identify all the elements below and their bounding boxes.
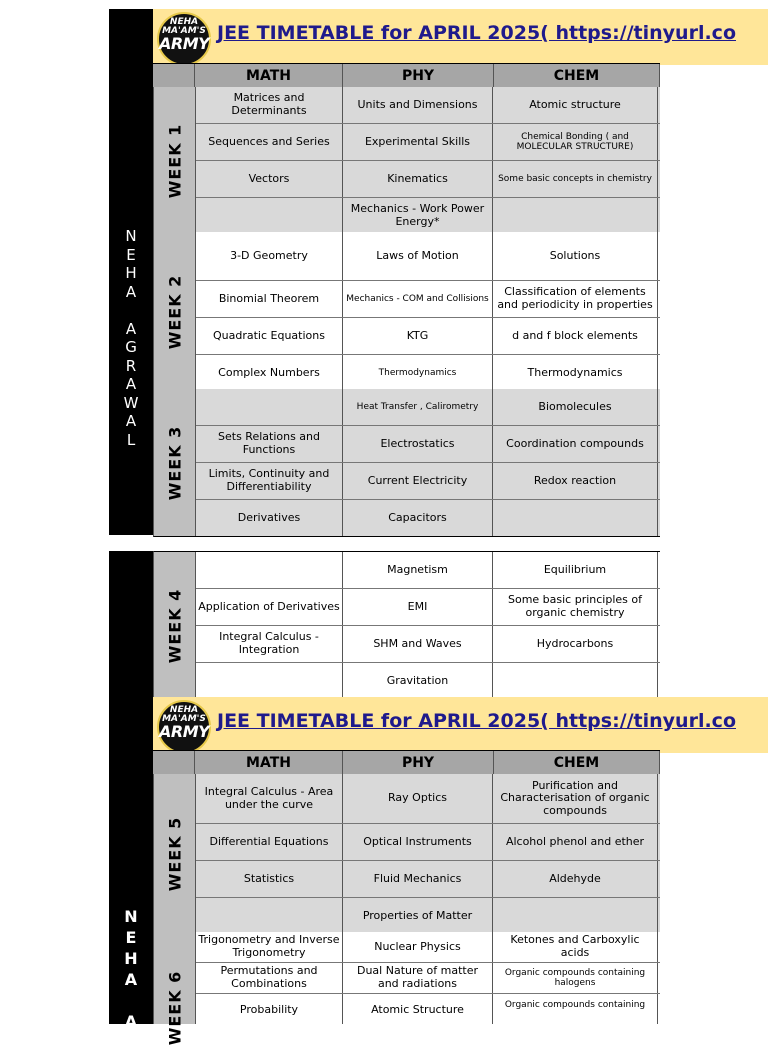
phy-topic: Capacitors [343,500,493,536]
phy-topic: Kinematics [343,161,493,197]
sidebar-top [109,9,153,535]
week-block [153,774,660,935]
phy-topic: Mechanics - Work Power Energy* [343,198,493,234]
phy-topic: Gravitation [343,663,493,699]
week-block [153,551,660,700]
phy-topic: Electrostatics [343,426,493,462]
math-topic: Sets Relations and Functions [196,426,343,462]
chem-topic [493,898,658,934]
column-header-row [153,750,660,775]
timetable-title-link[interactable]: JEE TIMETABLE for APRIL 2025( https://tinyurl.co [217,710,736,732]
table-row [196,281,660,318]
phy-topic: Fluid Mechanics [343,861,493,897]
table-row [196,161,660,198]
week-block [153,87,660,235]
phy-topic: Magnetism [343,552,493,588]
week-label: WEEK 1 [154,87,196,234]
phy-topic: Ray Optics [343,774,493,823]
army-logo: NEHA MA'AM'S ARMY [157,700,211,754]
chem-topic: Ketones and Carboxylic acids [493,932,658,962]
phy-topic: Experimental Skills [343,124,493,160]
math-topic: Differential Equations [196,824,343,860]
chem-topic: Hydrocarbons [493,626,658,662]
chem-topic: Coordination compounds [493,426,658,462]
math-topic: Matrices and Determinants [196,87,343,123]
header-chem: CHEM [494,64,660,87]
math-topic: Vectors [196,161,343,197]
chem-topic [493,198,658,234]
chem-topic: Chemical Bonding ( and MOLECULAR STRUCTURE) [493,124,658,160]
math-topic: Probability [196,994,343,1024]
table-row [196,861,660,898]
table-row [196,463,660,500]
week-label: WEEK 4 [154,552,196,699]
phy-topic: Laws of Motion [343,232,493,280]
header-spacer [153,64,195,87]
week-label: WEEK 2 [154,232,196,391]
chem-topic: Solutions [493,232,658,280]
table-row [196,932,660,963]
title-banner [153,697,768,753]
title-banner [153,9,768,65]
math-topic: Application of Derivatives [196,589,343,625]
math-topic: Quadratic Equations [196,318,343,354]
math-topic [196,389,343,425]
table-row [196,124,660,161]
chem-topic: Equilibrium [493,552,658,588]
chem-topic: Aldehyde [493,861,658,897]
phy-topic: Thermodynamics [343,355,493,391]
phy-topic: Nuclear Physics [343,932,493,962]
chem-topic [493,500,658,536]
chem-topic: Purification and Characterisation of organic compounds [493,774,658,823]
chem-topic: Thermodynamics [493,355,658,391]
week-label: WEEK 3 [154,389,196,536]
table-row [196,774,660,824]
table-row [196,232,660,281]
week-block [153,232,660,392]
phy-topic: Current Electricity [343,463,493,499]
math-topic: Binomial Theorem [196,281,343,317]
table-row [196,898,660,934]
math-topic: 3-D Geometry [196,232,343,280]
math-topic: Integral Calculus - Integration [196,626,343,662]
chem-topic: Atomic structure [493,87,658,123]
phy-topic: SHM and Waves [343,626,493,662]
phy-topic: Dual Nature of matter and radiations [343,963,493,993]
table-row [196,87,660,124]
phy-topic: EMI [343,589,493,625]
math-topic [196,552,343,588]
chem-topic: Organic compounds containing halogens [493,963,658,993]
table-row [196,626,660,663]
week-block [153,932,660,1046]
phy-topic: Properties of Matter [343,898,493,934]
chem-topic: Biomolecules [493,389,658,425]
table-row [196,389,660,426]
chem-topic: Redox reaction [493,463,658,499]
table-row [196,426,660,463]
table-row [196,318,660,355]
header-chem: CHEM [494,751,660,774]
chem-topic: Some basic principles of organic chemistry [493,589,658,625]
math-topic [196,663,343,699]
table-row [196,589,660,626]
math-topic: Complex Numbers [196,355,343,391]
math-topic: Integral Calculus - Area under the curve [196,774,343,823]
header-phy: PHY [343,64,494,87]
table-row [196,198,660,234]
table-row [196,963,660,994]
table-row [196,994,660,1024]
table-row [196,500,660,536]
chem-topic [493,663,658,699]
chem-topic: Classification of elements and periodicity in properties [493,281,658,317]
week-label: WEEK 5 [154,774,196,934]
math-topic [196,198,343,234]
phy-topic: Heat Transfer , Calirometry [343,389,493,425]
header-math: MATH [195,64,343,87]
army-logo: NEHA MA'AM'S ARMY [157,12,211,66]
math-topic: Derivatives [196,500,343,536]
math-topic: Limits, Continuity and Differentiability [196,463,343,499]
header-spacer [153,751,195,774]
table-row [196,355,660,391]
column-header-row [153,63,660,88]
chem-topic: Organic compounds containing [493,994,658,1024]
sidebar-bottom [109,551,153,1031]
phy-topic: Units and Dimensions [343,87,493,123]
phy-topic: Atomic Structure [343,994,493,1024]
phy-topic: KTG [343,318,493,354]
math-topic: Statistics [196,861,343,897]
sidebar-name-top: N E H A A G R A W A L [123,227,139,449]
header-phy: PHY [343,751,494,774]
math-topic: Sequences and Series [196,124,343,160]
chem-topic: Some basic concepts in chemistry [493,161,658,197]
math-topic: Permutations and Combinations [196,963,343,993]
table-row [196,663,660,699]
phy-topic: Mechanics - COM and Collisions [343,281,493,317]
math-topic [196,898,343,934]
phy-topic: Optical Instruments [343,824,493,860]
math-topic: Trigonometry and Inverse Trigonometry [196,932,343,962]
table-row [196,552,660,589]
timetable-title-link[interactable]: JEE TIMETABLE for APRIL 2025( https://tinyurl.co [217,22,736,44]
week-block [153,389,660,537]
chem-topic: d and f block elements [493,318,658,354]
week-label: WEEK 6 [154,932,196,1024]
table-row [196,824,660,861]
chem-topic: Alcohol phenol and ether [493,824,658,860]
header-math: MATH [195,751,343,774]
sidebar-name-bottom: N E H A A [124,907,138,1031]
